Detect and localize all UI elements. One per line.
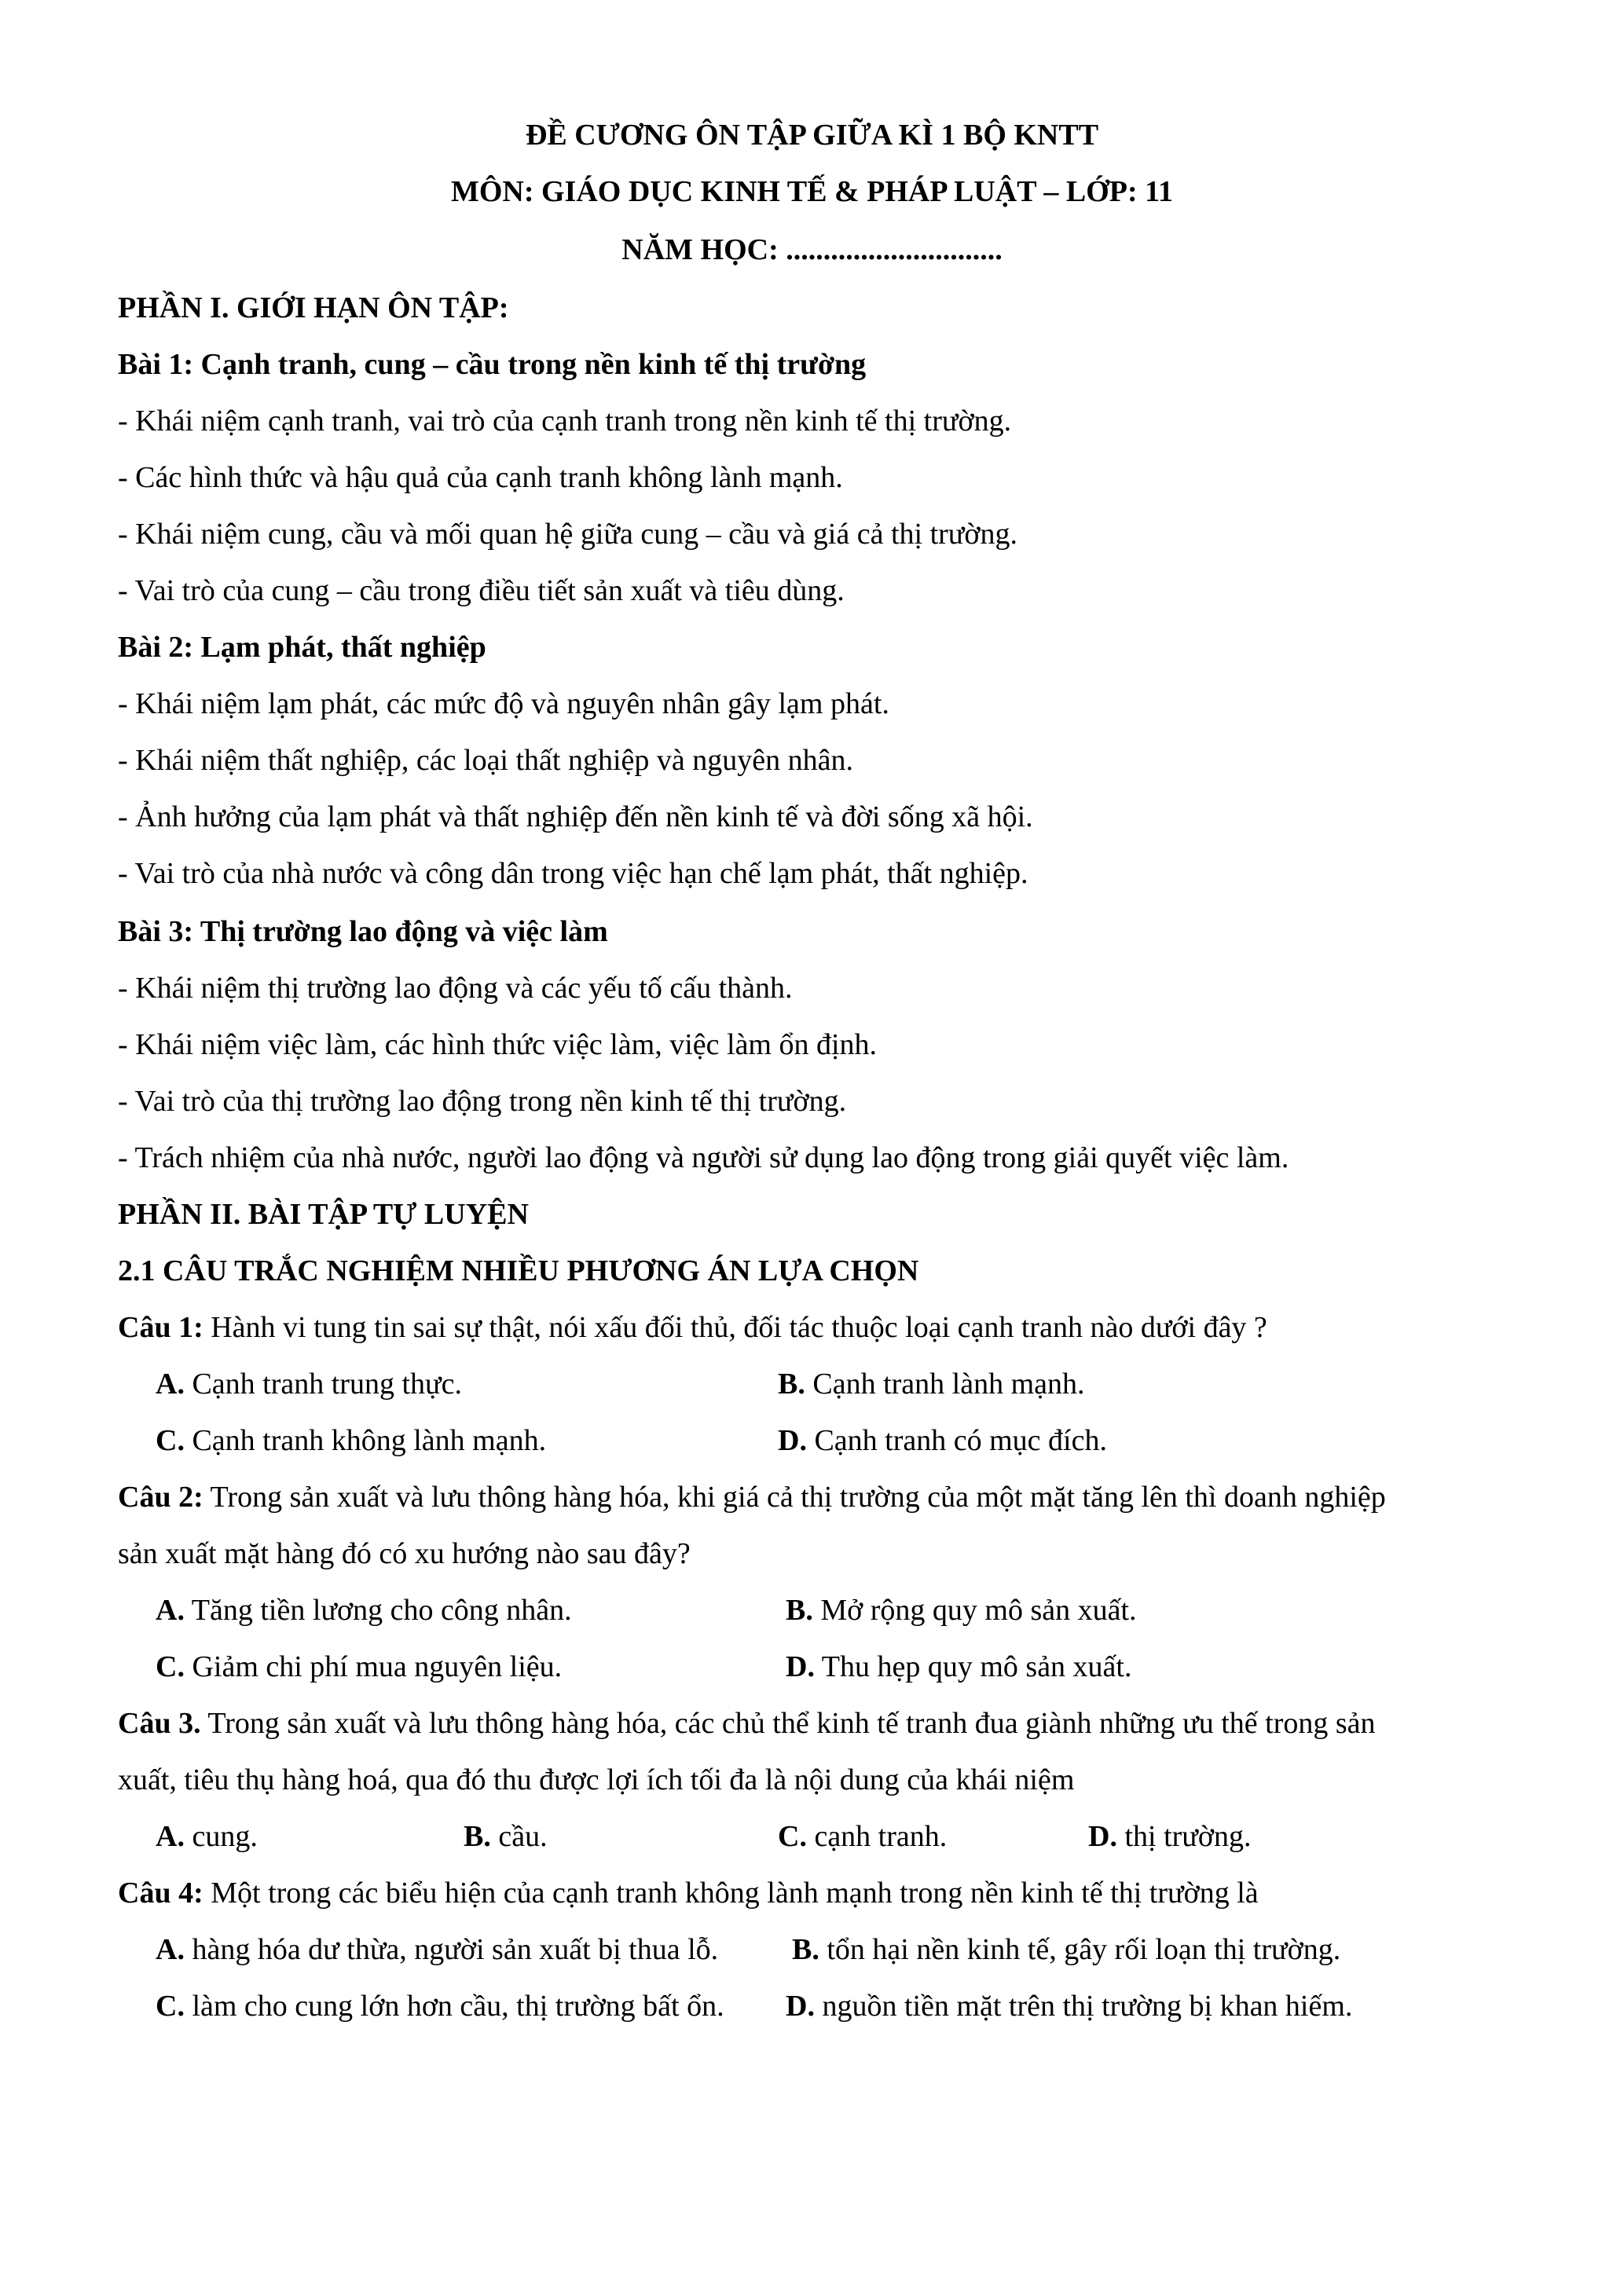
lesson1-item: - Vai trò của cung – cầu trong điều tiết sản xuất và tiêu dùng. — [118, 574, 845, 607]
question-text: Một trong các biểu hiện của cạnh tranh không lành mạnh trong nền kinh tế thị trường là — [203, 1877, 1259, 1910]
q1-option-c: C. Cạnh tranh không lành mạnh. — [156, 1424, 547, 1457]
question-label: Câu 4: — [118, 1877, 203, 1910]
part1-heading: PHẦN I. GIỚI HẠN ÔN TẬP: — [118, 291, 509, 324]
part2-subheading: 2.1 CÂU TRẮC NGHIỆM NHIỀU PHƯƠNG ÁN LỰA CHỌN — [118, 1254, 919, 1287]
lesson2-item: - Ảnh hưởng của lạm phát và thất nghiệp đến nền kinh tế và đời sống xã hội. — [118, 800, 1033, 833]
q3-option-a: A. cung. — [156, 1820, 258, 1853]
question-2-continued: sản xuất mặt hàng đó có xu hướng nào sau đây? — [118, 1537, 691, 1570]
school-year-line: NĂM HỌC: ............................. — [621, 233, 1003, 266]
lesson1-item: - Khái niệm cạnh tranh, vai trò của cạnh tranh trong nền kinh tế thị trường. — [118, 405, 1012, 438]
q1-option-a: A. Cạnh tranh trung thực. — [156, 1368, 462, 1401]
lesson2-item: - Vai trò của nhà nước và công dân trong việc hạn chế lạm phát, thất nghiệp. — [118, 857, 1028, 890]
question-4 — [118, 1874, 1259, 1912]
q2-option-a: A. Tăng tiền lương cho công nhân. — [156, 1594, 572, 1627]
lesson3-item: - Trách nhiệm của nhà nước, người lao động và người sử dụng lao động trong giải quyết việc làm. — [118, 1141, 1289, 1174]
document-title: ĐỀ CƯƠNG ÔN TẬP GIỮA KÌ 1 BỘ KNTT — [525, 119, 1099, 152]
lesson1-title: Bài 1: Cạnh tranh, cung – cầu trong nền kinh tế thị trường — [118, 348, 867, 381]
lesson2-item: - Khái niệm thất nghiệp, các loại thất nghiệp và nguyên nhân. — [118, 744, 853, 777]
question-2 — [118, 1478, 1386, 1516]
question-3-continued: xuất, tiêu thụ hàng hoá, qua đó thu được lợi ích tối đa là nội dung của khái niệm — [118, 1763, 1075, 1796]
lesson3-item: - Khái niệm việc làm, các hình thức việc làm, việc làm ổn định. — [118, 1028, 878, 1061]
lesson3-title: Bài 3: Thị trường lao động và việc làm — [118, 915, 608, 948]
lesson1-item: - Các hình thức và hậu quả của cạnh tranh không lành mạnh. — [118, 461, 843, 494]
question-text: Trong sản xuất và lưu thông hàng hóa, khi giá cả thị trường của một mặt tăng lên thì doanh nghiệp — [203, 1481, 1386, 1514]
question-1 — [118, 1309, 1267, 1346]
lesson3-item: - Vai trò của thị trường lao động trong nền kinh tế thị trường. — [118, 1085, 847, 1118]
q2-option-c: C. Giảm chi phí mua nguyên liệu. — [156, 1650, 563, 1683]
subject-line: MÔN: GIÁO DỤC KINH TẾ & PHÁP LUẬT – LỚP: 11 — [450, 175, 1174, 208]
lesson3-item: - Khái niệm thị trường lao động và các yếu tố cấu thành. — [118, 972, 793, 1005]
lesson2-item: - Khái niệm lạm phát, các mức độ và nguyên nhân gây lạm phát. — [118, 687, 889, 720]
question-text: Hành vi tung tin sai sự thật, nói xấu đối thủ, đối tác thuộc loại cạnh tranh nào dưới đây ? — [203, 1311, 1267, 1344]
q2-option-d: D. Thu hẹp quy mô sản xuất. — [786, 1650, 1132, 1683]
lesson1-item: - Khái niệm cung, cầu và mối quan hệ giữa cung – cầu và giá cả thị trường. — [118, 518, 1017, 551]
lesson2-title: Bài 2: Lạm phát, thất nghiệp — [118, 631, 486, 664]
question-text: Trong sản xuất và lưu thông hàng hóa, các chủ thể kinh tế tranh đua giành những ưu thế trong sản — [200, 1707, 1376, 1740]
q4-option-a: A. hàng hóa dư thừa, người sản xuất bị thua lỗ. — [156, 1933, 719, 1966]
question-label: Câu 2: — [118, 1481, 203, 1514]
q4-option-c: C. làm cho cung lớn hơn cầu, thị trường bất ổn. — [156, 1990, 724, 2023]
q3-option-c: C. cạnh tranh. — [778, 1820, 948, 1853]
q4-option-d: D. nguồn tiền mặt trên thị trường bị khan hiếm. — [786, 1990, 1353, 2023]
q1-option-d: D. Cạnh tranh có mục đích. — [778, 1424, 1107, 1457]
question-label: Câu 3. — [118, 1707, 201, 1740]
q4-option-b: B. tổn hại nền kinh tế, gây rối loạn thị trường. — [792, 1933, 1341, 1966]
q3-option-b: B. cầu. — [464, 1820, 548, 1853]
question-label: Câu 1: — [118, 1311, 203, 1344]
q2-option-b: B. Mở rộng quy mô sản xuất. — [786, 1594, 1137, 1627]
q1-option-b: B. Cạnh tranh lành mạnh. — [778, 1368, 1085, 1401]
q3-option-d: D. thị trường. — [1088, 1820, 1252, 1853]
part2-heading: PHẦN II. BÀI TẬP TỰ LUYỆN — [118, 1198, 529, 1231]
question-3 — [118, 1705, 1376, 1742]
